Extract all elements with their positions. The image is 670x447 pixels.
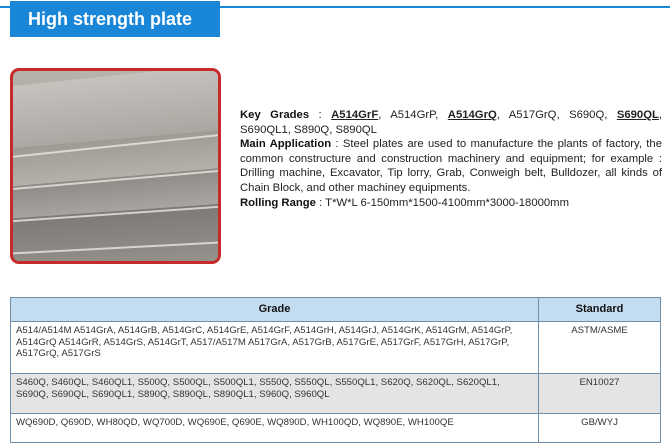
key-grade: A514GrP: [390, 109, 436, 121]
key-grade: A514GrQ: [447, 109, 497, 121]
key-grade: S690QL1: [240, 123, 288, 136]
rolling-range-label: Rolling Range: [240, 196, 316, 209]
table-row: [11, 322, 661, 374]
standard-cell: GB/WYJ: [539, 414, 661, 443]
key-grades-separator: :: [309, 109, 332, 121]
steel-plate-photo: [10, 68, 221, 264]
key-grade: S690Q: [569, 109, 605, 121]
main-application-label: Main Application: [240, 138, 332, 151]
key-grades-list: A514GrF, A514GrP, A514GrQ, A517GrQ, S690Q, S690QL, S690QL1, S890Q, S890QL: [240, 109, 663, 136]
standard-column-header: Standard: [539, 298, 661, 322]
grade-standard-table: [10, 297, 661, 443]
grade-cell: A514/A514M A514GrA, A514GrB, A514GrC, A514GrE, A514GrF, A514GrH, A514GrJ, A514GrK, A514GrM, A514GrP, A514GrQ A514GrR, A514GrS, A514GrT, A517/A517M A517GrA, A517GrB, A517GrE, A517GrF, A517GrH, A517GrP, A517GrQ, A517GrS: [11, 322, 539, 374]
key-grades: [240, 108, 662, 137]
grade-cell: S460Q, S460QL, S460QL1, S500Q, S500QL, S500QL1, S550Q, S550QL, S550QL1, S620Q, S620QL, S620QL1, S690Q, S690QL, S690QL1, S890Q, S890QL, S890QL1, S960Q, S960QL: [11, 374, 539, 414]
key-grade: A517GrQ: [508, 109, 557, 121]
main-application-text: : Steel plates are used to manufacture the plants of factory, the common constructure and construction machinery and equipment; for example : Drilling machine, Excavator, Tip lorry, Grab, Conweigh belt, Bulldozer, all kinds of Chain Block, and other machiney equipments.: [240, 138, 662, 194]
standard-cell: ASTM/ASME: [539, 322, 661, 374]
rolling-range-text: : T*W*L 6-150mm*1500-4100mm*3000-18000mm: [315, 196, 570, 209]
rolling-range: [240, 196, 662, 211]
key-grade: S890QL: [335, 123, 377, 136]
product-details: [240, 108, 662, 210]
key-grades-label: Key Grades: [240, 109, 310, 121]
table-row: [11, 414, 661, 443]
grade-column-header: Grade: [11, 298, 539, 322]
table-header-row: [11, 298, 661, 322]
key-grade: S890Q: [294, 123, 330, 136]
grade-cell: WQ690D, Q690D, WH80QD, WQ700D, WQ690E, Q690E, WQ890D, WH100QD, WQ890E, WH100QE: [11, 414, 539, 443]
main-application: [240, 137, 662, 195]
standard-cell: EN10027: [539, 374, 661, 414]
table-row: [11, 374, 661, 414]
key-grade: S690QL: [616, 109, 659, 121]
page-title: High strength plate: [10, 1, 220, 37]
key-grade: A514GrF: [331, 109, 379, 121]
